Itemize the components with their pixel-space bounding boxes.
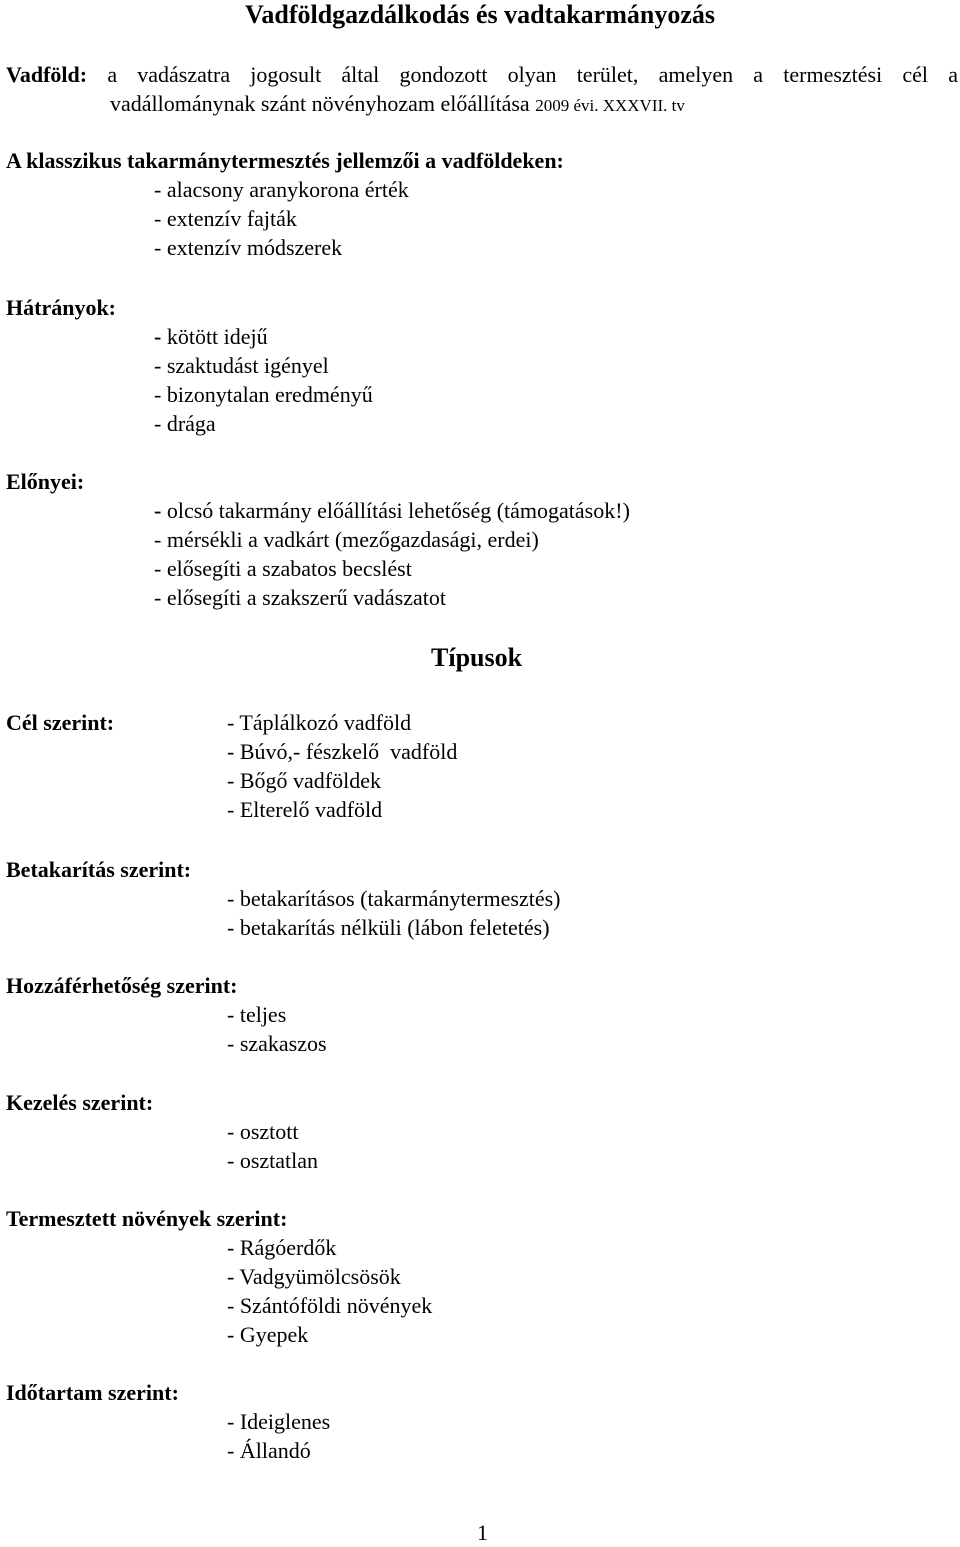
advantages-item: - mérsékli a vadkárt (mezőgazdasági, erdei) [154, 527, 539, 552]
advantages-first-text: olcsó takarmány előállítási lehetőség (támogatások!) [161, 498, 630, 523]
disadvantages-first-dash: - [154, 324, 162, 349]
by-crops-item: - Vadgyümölcsösök [227, 1264, 401, 1289]
advantages-item: - elősegíti a szabatos becslést [154, 556, 412, 581]
advantages-first-dash: - [154, 498, 162, 523]
by-goal-item: - Búvó,- fészkelő vadföld [227, 739, 458, 764]
definition-line-1 [6, 60, 958, 89]
disadvantages-label: Hátrányok: [6, 295, 116, 320]
definition-text-2: vadállománynak szánt növényhozam előállítása [110, 91, 530, 116]
definition-text-1: a vadászatra jogosult által gondozott olyan terület, amelyen a termesztési cél a [107, 62, 959, 87]
classic-item: - extenzív módszerek [154, 235, 343, 260]
definition-line-2 [110, 89, 685, 120]
definition-source: 2009 évi. XXXVII. tv [535, 96, 685, 115]
definition-term: Vadföld: [6, 62, 88, 87]
by-crops-item: - Gyepek [227, 1322, 309, 1347]
by-crops-item: - Rágóerdők [227, 1235, 337, 1260]
disadvantages-item: - szaktudást igényel [154, 353, 329, 378]
by-duration-label: Időtartam szerint: [6, 1380, 179, 1405]
advantages-label: Előnyei: [6, 469, 85, 494]
by-goal-item: - Elterelő vadföld [227, 797, 383, 822]
by-harvest-item: - betakarításos (takarmánytermesztés) [227, 886, 561, 911]
by-management-item: - osztatlan [227, 1148, 319, 1173]
by-goal-label: Cél szerint: [6, 710, 115, 735]
disadvantages-first-text: kötött idejű [161, 324, 268, 349]
by-access-item: - teljes [227, 1002, 287, 1027]
page-number: 1 [477, 1520, 488, 1545]
by-goal-item: - Táplálkozó vadföld [227, 710, 412, 735]
by-goal-item: - Bőgő vadföldek [227, 768, 381, 793]
advantages-item [154, 496, 630, 525]
disadvantages-item: - drága [154, 411, 216, 436]
by-access-label: Hozzáférhetőség szerint: [6, 973, 238, 998]
classic-item: - alacsony aranykorona érték [154, 177, 409, 202]
classic-item: - extenzív fajták [154, 206, 297, 231]
by-duration-item: - Ideiglenes [227, 1409, 331, 1434]
types-heading: Típusok [431, 643, 523, 672]
by-access-item: - szakaszos [227, 1031, 327, 1056]
by-management-item: - osztott [227, 1119, 299, 1144]
disadvantages-item [154, 322, 268, 351]
by-crops-item: - Szántóföldi növények [227, 1293, 433, 1318]
by-duration-item: - Állandó [227, 1438, 311, 1463]
page-title: Vadföldgazdálkodás és vadtakarmányozás [244, 0, 715, 29]
by-harvest-label: Betakarítás szerint: [6, 857, 192, 882]
advantages-item: - elősegíti a szakszerű vadászatot [154, 585, 446, 610]
disadvantages-item: - bizonytalan eredményű [154, 382, 373, 407]
by-harvest-item: - betakarítás nélküli (lábon feletetés) [227, 915, 550, 940]
by-management-label: Kezelés szerint: [6, 1090, 154, 1115]
classic-heading: A klasszikus takarmánytermesztés jellemzői a vadföldeken: [6, 148, 564, 173]
by-crops-label: Termesztett növények szerint: [6, 1206, 288, 1231]
